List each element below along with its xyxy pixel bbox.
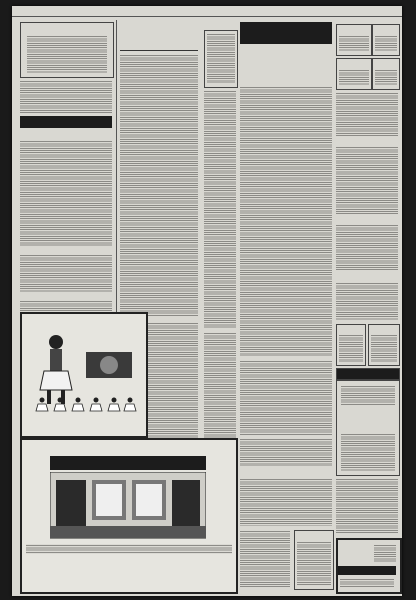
headline-rule bbox=[120, 50, 198, 51]
doctor-box-a bbox=[336, 24, 372, 56]
column-1-text-a bbox=[20, 80, 112, 114]
right-column-text-c bbox=[336, 224, 398, 270]
right-column-text-b bbox=[336, 146, 398, 214]
store-illustration bbox=[50, 472, 206, 540]
column-1-text-b bbox=[20, 140, 112, 246]
running-header bbox=[12, 6, 402, 17]
column-4-text-c bbox=[240, 438, 332, 466]
doctor-box-d bbox=[372, 58, 400, 90]
column-4-text bbox=[240, 86, 332, 356]
lottery-illustration bbox=[30, 332, 138, 412]
newspaper-page bbox=[12, 6, 402, 596]
brazilian-store-ad bbox=[20, 438, 238, 594]
bank-box bbox=[368, 324, 400, 366]
column-4-text-b bbox=[240, 360, 332, 436]
column-4-text-d bbox=[240, 530, 290, 588]
right-column-text-d bbox=[336, 282, 398, 320]
column-2-text bbox=[120, 54, 198, 316]
column-1-text-c bbox=[20, 254, 112, 292]
bottom-notice-box bbox=[294, 530, 334, 590]
right-column-text-a bbox=[336, 92, 398, 136]
right-column-text-e bbox=[336, 478, 398, 534]
column-3-text bbox=[204, 90, 236, 328]
column-3-box bbox=[204, 30, 238, 88]
store-name bbox=[50, 456, 206, 470]
masthead-box-text bbox=[27, 35, 107, 73]
invitation-box bbox=[336, 324, 366, 366]
aeg-dealer bbox=[338, 566, 396, 575]
daily-column-masthead bbox=[240, 22, 332, 44]
doctor-box-c bbox=[336, 58, 372, 90]
karolos-ad-header bbox=[336, 368, 400, 380]
masthead-box bbox=[20, 22, 114, 78]
karolos-ad bbox=[336, 380, 400, 476]
doctor-box-b bbox=[372, 24, 400, 56]
announcements-text bbox=[240, 478, 332, 526]
lottery-ad bbox=[20, 312, 148, 438]
section-heading bbox=[20, 116, 112, 128]
aeg-ad bbox=[336, 538, 402, 594]
